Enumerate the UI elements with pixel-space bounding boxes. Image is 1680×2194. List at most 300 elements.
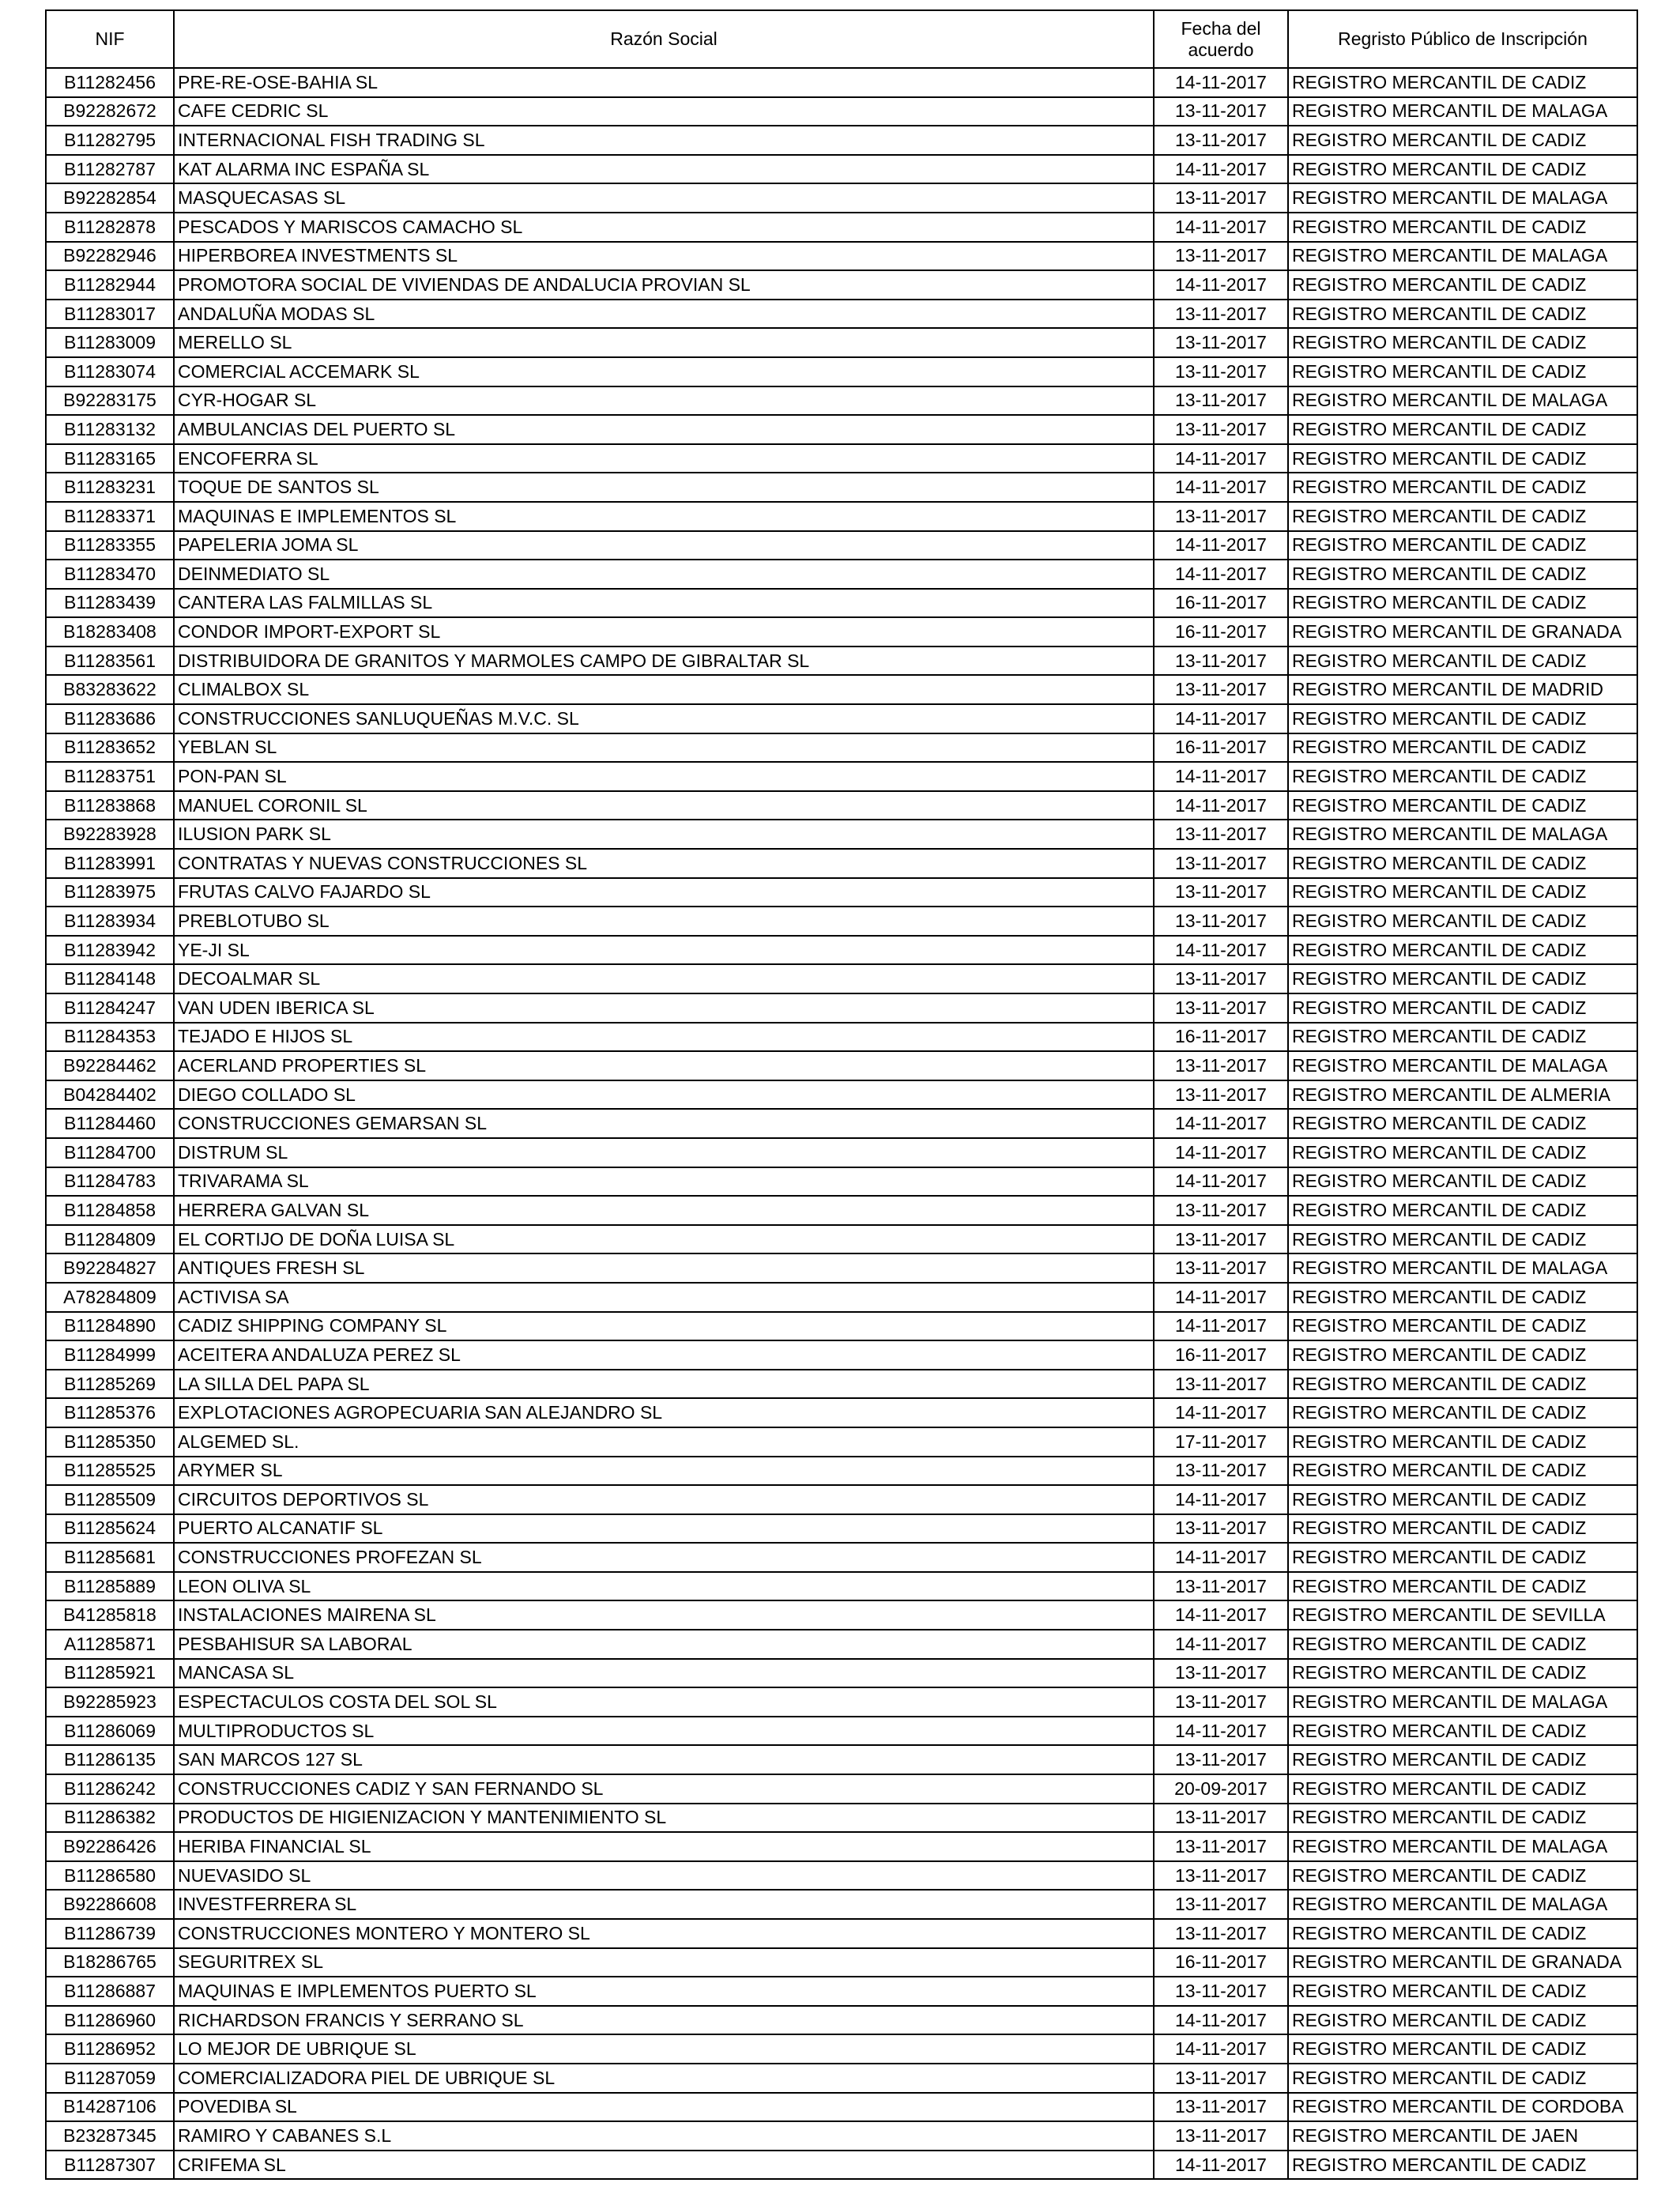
cell-razon-social: CYR-HOGAR SL — [174, 386, 1154, 416]
table-row — [46, 97, 1637, 126]
cell-registro: REGISTRO MERCANTIL DE MALAGA — [1288, 386, 1637, 416]
cell-razon-social: ARYMER SL — [174, 1457, 1154, 1486]
cell-registro: REGISTRO MERCANTIL DE CADIZ — [1288, 1861, 1637, 1891]
cell-razon-social: CONTRATAS Y NUEVAS CONSTRUCCIONES SL — [174, 849, 1154, 878]
table-row — [46, 357, 1637, 386]
cell-razon-social: ACTIVISA SA — [174, 1283, 1154, 1312]
cell-fecha: 14-11-2017 — [1154, 1600, 1288, 1630]
cell-nif: B14287106 — [46, 2093, 174, 2122]
cell-registro: REGISTRO MERCANTIL DE CADIZ — [1288, 2064, 1637, 2093]
cell-nif: B11283991 — [46, 849, 174, 878]
table-row — [46, 878, 1637, 907]
cell-registro: REGISTRO MERCANTIL DE CADIZ — [1288, 1109, 1637, 1138]
table-row — [46, 2093, 1637, 2122]
cell-fecha: 14-11-2017 — [1154, 1543, 1288, 1572]
cell-razon-social: PUERTO ALCANATIF SL — [174, 1514, 1154, 1544]
table-row — [46, 1051, 1637, 1080]
cell-nif: B92286608 — [46, 1890, 174, 1919]
cell-razon-social: DIEGO COLLADO SL — [174, 1080, 1154, 1110]
cell-nif: B18283408 — [46, 617, 174, 647]
table-row — [46, 2034, 1637, 2064]
cell-fecha: 13-11-2017 — [1154, 183, 1288, 213]
cell-nif: B11283934 — [46, 907, 174, 936]
table-row — [46, 270, 1637, 300]
cell-razon-social: PON-PAN SL — [174, 762, 1154, 791]
cell-razon-social: ESPECTACULOS COSTA DEL SOL SL — [174, 1687, 1154, 1717]
cell-fecha: 13-11-2017 — [1154, 2064, 1288, 2093]
cell-fecha: 13-11-2017 — [1154, 1514, 1288, 1544]
cell-razon-social: CANTERA LAS FALMILLAS SL — [174, 589, 1154, 618]
cell-nif: B11287307 — [46, 2151, 174, 2180]
table-row — [46, 1977, 1637, 2006]
table-row — [46, 2064, 1637, 2093]
cell-razon-social: DISTRUM SL — [174, 1138, 1154, 1167]
cell-nif: B11282795 — [46, 126, 174, 155]
header-registro: Regristo Público de Inscripción — [1288, 10, 1637, 68]
cell-registro: REGISTRO MERCANTIL DE CADIZ — [1288, 1167, 1637, 1197]
table-row — [46, 1687, 1637, 1717]
cell-nif: B11283132 — [46, 415, 174, 444]
cell-fecha: 13-11-2017 — [1154, 1919, 1288, 1948]
cell-fecha: 13-11-2017 — [1154, 1861, 1288, 1891]
cell-razon-social: FRUTAS CALVO FAJARDO SL — [174, 878, 1154, 907]
table-row — [46, 1514, 1637, 1544]
cell-razon-social: EXPLOTACIONES AGROPECUARIA SAN ALEJANDRO SL — [174, 1398, 1154, 1427]
cell-fecha: 14-11-2017 — [1154, 444, 1288, 473]
cell-razon-social: CONSTRUCCIONES GEMARSAN SL — [174, 1109, 1154, 1138]
cell-razon-social: MAQUINAS E IMPLEMENTOS PUERTO SL — [174, 1977, 1154, 2006]
cell-registro: REGISTRO MERCANTIL DE CADIZ — [1288, 1977, 1637, 2006]
cell-razon-social: CADIZ SHIPPING COMPANY SL — [174, 1312, 1154, 1341]
cell-registro: REGISTRO MERCANTIL DE CADIZ — [1288, 936, 1637, 965]
cell-registro: REGISTRO MERCANTIL DE CADIZ — [1288, 762, 1637, 791]
table-row — [46, 820, 1637, 849]
table-row — [46, 1138, 1637, 1167]
cell-fecha: 13-11-2017 — [1154, 502, 1288, 531]
cell-fecha: 13-11-2017 — [1154, 647, 1288, 676]
cell-nif: B11285269 — [46, 1370, 174, 1399]
table-row — [46, 849, 1637, 878]
cell-razon-social: ANDALUÑA MODAS SL — [174, 300, 1154, 329]
cell-nif: B11284858 — [46, 1196, 174, 1225]
cell-nif: B11284700 — [46, 1138, 174, 1167]
table-row — [46, 155, 1637, 184]
cell-razon-social: EL CORTIJO DE DOÑA LUISA SL — [174, 1225, 1154, 1254]
cell-fecha: 13-11-2017 — [1154, 1572, 1288, 1601]
table-row — [46, 762, 1637, 791]
table-row — [46, 1600, 1637, 1630]
table-row — [46, 617, 1637, 647]
cell-fecha: 14-11-2017 — [1154, 270, 1288, 300]
cell-razon-social: NUEVASIDO SL — [174, 1861, 1154, 1891]
table-row — [46, 675, 1637, 704]
cell-razon-social: MAQUINAS E IMPLEMENTOS SL — [174, 502, 1154, 531]
cell-razon-social: INVESTFERRERA SL — [174, 1890, 1154, 1919]
cell-razon-social: LA SILLA DEL PAPA SL — [174, 1370, 1154, 1399]
cell-nif: B11283868 — [46, 791, 174, 820]
header-row — [46, 10, 1637, 68]
cell-razon-social: HERIBA FINANCIAL SL — [174, 1832, 1154, 1861]
table-row — [46, 300, 1637, 329]
cell-nif: B11285921 — [46, 1659, 174, 1688]
cell-nif: B11286242 — [46, 1774, 174, 1804]
table-row — [46, 1630, 1637, 1659]
table-row — [46, 2151, 1637, 2180]
cell-registro: REGISTRO MERCANTIL DE CADIZ — [1288, 357, 1637, 386]
cell-nif: B11286952 — [46, 2034, 174, 2064]
cell-nif: B11283355 — [46, 531, 174, 560]
table-row — [46, 791, 1637, 820]
cell-registro: REGISTRO MERCANTIL DE CADIZ — [1288, 1023, 1637, 1052]
cell-nif: B11287059 — [46, 2064, 174, 2093]
cell-fecha: 13-11-2017 — [1154, 820, 1288, 849]
cell-nif: B92283928 — [46, 820, 174, 849]
cell-nif: B11283686 — [46, 704, 174, 733]
cell-fecha: 13-11-2017 — [1154, 964, 1288, 993]
cell-nif: B11283561 — [46, 647, 174, 676]
cell-nif: B92285923 — [46, 1687, 174, 1717]
table-row — [46, 1398, 1637, 1427]
cell-nif: B11284783 — [46, 1167, 174, 1197]
table-row — [46, 907, 1637, 936]
cell-registro: REGISTRO MERCANTIL DE CADIZ — [1288, 1919, 1637, 1948]
cell-registro: REGISTRO MERCANTIL DE MALAGA — [1288, 1051, 1637, 1080]
table-row — [46, 502, 1637, 531]
cell-fecha: 14-11-2017 — [1154, 531, 1288, 560]
cell-fecha: 13-11-2017 — [1154, 126, 1288, 155]
cell-registro: REGISTRO MERCANTIL DE CADIZ — [1288, 907, 1637, 936]
cell-fecha: 13-11-2017 — [1154, 849, 1288, 878]
cell-razon-social: DECOALMAR SL — [174, 964, 1154, 993]
cell-registro: REGISTRO MERCANTIL DE CADIZ — [1288, 964, 1637, 993]
cell-nif: B11285624 — [46, 1514, 174, 1544]
cell-fecha: 14-11-2017 — [1154, 704, 1288, 733]
cell-razon-social: LO MEJOR DE UBRIQUE SL — [174, 2034, 1154, 2064]
cell-registro: REGISTRO MERCANTIL DE CADIZ — [1288, 1630, 1637, 1659]
cell-registro: REGISTRO MERCANTIL DE CADIZ — [1288, 68, 1637, 97]
cell-razon-social: PREBLOTUBO SL — [174, 907, 1154, 936]
table-row — [46, 444, 1637, 473]
cell-razon-social: MULTIPRODUCTOS SL — [174, 1717, 1154, 1746]
table-row — [46, 647, 1637, 676]
table-row — [46, 531, 1637, 560]
cell-nif: B11282944 — [46, 270, 174, 300]
cell-razon-social: TOQUE DE SANTOS SL — [174, 473, 1154, 502]
cell-nif: B11284809 — [46, 1225, 174, 1254]
cell-fecha: 13-11-2017 — [1154, 415, 1288, 444]
cell-nif: B11282787 — [46, 155, 174, 184]
cell-fecha: 14-11-2017 — [1154, 936, 1288, 965]
cell-razon-social: MANUEL CORONIL SL — [174, 791, 1154, 820]
cell-razon-social: CONSTRUCCIONES CADIZ Y SAN FERNANDO SL — [174, 1774, 1154, 1804]
cell-nif: B11285889 — [46, 1572, 174, 1601]
cell-fecha: 13-11-2017 — [1154, 1370, 1288, 1399]
cell-nif: A78284809 — [46, 1283, 174, 1312]
table-row — [46, 1948, 1637, 1977]
cell-razon-social: CAFE CEDRIC SL — [174, 97, 1154, 126]
cell-nif: B11283165 — [46, 444, 174, 473]
table-row — [46, 1023, 1637, 1052]
cell-fecha: 13-11-2017 — [1154, 2093, 1288, 2122]
table-row — [46, 1804, 1637, 1833]
cell-registro: REGISTRO MERCANTIL DE CADIZ — [1288, 704, 1637, 733]
cell-registro: REGISTRO MERCANTIL DE MALAGA — [1288, 820, 1637, 849]
cell-razon-social: INTERNACIONAL FISH TRADING SL — [174, 126, 1154, 155]
cell-fecha: 13-11-2017 — [1154, 1659, 1288, 1688]
cell-nif: B11283017 — [46, 300, 174, 329]
table-row — [46, 2006, 1637, 2035]
table-row — [46, 1225, 1637, 1254]
cell-razon-social: YEBLAN SL — [174, 733, 1154, 763]
table-row — [46, 1312, 1637, 1341]
cell-nif: B11283652 — [46, 733, 174, 763]
cell-nif: B11282456 — [46, 68, 174, 97]
cell-fecha: 14-11-2017 — [1154, 1312, 1288, 1341]
cell-razon-social: ALGEMED SL. — [174, 1427, 1154, 1457]
table-row — [46, 1572, 1637, 1601]
cell-nif: B11282878 — [46, 213, 174, 242]
cell-fecha: 13-11-2017 — [1154, 878, 1288, 907]
cell-fecha: 14-11-2017 — [1154, 1167, 1288, 1197]
cell-razon-social: ILUSION PARK SL — [174, 820, 1154, 849]
cell-registro: REGISTRO MERCANTIL DE CADIZ — [1288, 444, 1637, 473]
cell-fecha: 13-11-2017 — [1154, 1457, 1288, 1486]
cell-fecha: 14-11-2017 — [1154, 791, 1288, 820]
cell-nif: B11283470 — [46, 560, 174, 589]
cell-registro: REGISTRO MERCANTIL DE CADIZ — [1288, 1717, 1637, 1746]
table-row — [46, 1167, 1637, 1197]
cell-fecha: 13-11-2017 — [1154, 1832, 1288, 1861]
table-header — [46, 10, 1637, 68]
cell-registro: REGISTRO MERCANTIL DE CADIZ — [1288, 589, 1637, 618]
cell-registro: REGISTRO MERCANTIL DE CADIZ — [1288, 1572, 1637, 1601]
cell-razon-social: ENCOFERRA SL — [174, 444, 1154, 473]
cell-nif: B11283371 — [46, 502, 174, 531]
cell-fecha: 14-11-2017 — [1154, 2006, 1288, 2035]
cell-nif: B11284148 — [46, 964, 174, 993]
table-row — [46, 386, 1637, 416]
cell-fecha: 16-11-2017 — [1154, 1023, 1288, 1052]
cell-razon-social: ANTIQUES FRESH SL — [174, 1253, 1154, 1283]
table-row — [46, 2121, 1637, 2151]
cell-fecha: 13-11-2017 — [1154, 1051, 1288, 1080]
table-row — [46, 473, 1637, 502]
cell-registro: REGISTRO MERCANTIL DE CADIZ — [1288, 1485, 1637, 1514]
cell-registro: REGISTRO MERCANTIL DE ALMERIA — [1288, 1080, 1637, 1110]
cell-registro: REGISTRO MERCANTIL DE MALAGA — [1288, 1253, 1637, 1283]
cell-registro: REGISTRO MERCANTIL DE CADIZ — [1288, 1659, 1637, 1688]
cell-registro: REGISTRO MERCANTIL DE MALAGA — [1288, 183, 1637, 213]
cell-registro: REGISTRO MERCANTIL DE CADIZ — [1288, 1340, 1637, 1370]
table-row — [46, 1774, 1637, 1804]
cell-registro: REGISTRO MERCANTIL DE CORDOBA — [1288, 2093, 1637, 2122]
cell-nif: B11286135 — [46, 1745, 174, 1774]
cell-fecha: 17-11-2017 — [1154, 1427, 1288, 1457]
cell-fecha: 16-11-2017 — [1154, 1948, 1288, 1977]
table-row — [46, 1340, 1637, 1370]
cell-nif: B18286765 — [46, 1948, 174, 1977]
table-row — [46, 328, 1637, 357]
cell-fecha: 14-11-2017 — [1154, 155, 1288, 184]
cell-nif: B83283622 — [46, 675, 174, 704]
cell-registro: REGISTRO MERCANTIL DE SEVILLA — [1288, 1600, 1637, 1630]
cell-registro: REGISTRO MERCANTIL DE CADIZ — [1288, 647, 1637, 676]
cell-fecha: 13-11-2017 — [1154, 1745, 1288, 1774]
cell-fecha: 13-11-2017 — [1154, 242, 1288, 271]
cell-registro: REGISTRO MERCANTIL DE CADIZ — [1288, 560, 1637, 589]
cell-registro: REGISTRO MERCANTIL DE CADIZ — [1288, 1804, 1637, 1833]
cell-nif: B92284827 — [46, 1253, 174, 1283]
cell-registro: REGISTRO MERCANTIL DE CADIZ — [1288, 1398, 1637, 1427]
cell-razon-social: ACEITERA ANDALUZA PEREZ SL — [174, 1340, 1154, 1370]
cell-razon-social: RICHARDSON FRANCIS Y SERRANO SL — [174, 2006, 1154, 2035]
cell-fecha: 13-11-2017 — [1154, 1804, 1288, 1833]
cell-nif: B11284999 — [46, 1340, 174, 1370]
cell-registro: REGISTRO MERCANTIL DE JAEN — [1288, 2121, 1637, 2151]
table-row — [46, 1485, 1637, 1514]
cell-registro: REGISTRO MERCANTIL DE CADIZ — [1288, 126, 1637, 155]
cell-nif: B11286960 — [46, 2006, 174, 2035]
cell-fecha: 13-11-2017 — [1154, 675, 1288, 704]
cell-fecha: 13-11-2017 — [1154, 993, 1288, 1023]
cell-registro: REGISTRO MERCANTIL DE CADIZ — [1288, 1774, 1637, 1804]
cell-fecha: 13-11-2017 — [1154, 1253, 1288, 1283]
cell-registro: REGISTRO MERCANTIL DE CADIZ — [1288, 2151, 1637, 2180]
cell-nif: B92282672 — [46, 97, 174, 126]
header-razon-social: Razón Social — [174, 10, 1154, 68]
cell-razon-social: DEINMEDIATO SL — [174, 560, 1154, 589]
cell-nif: B11286739 — [46, 1919, 174, 1948]
table-row — [46, 415, 1637, 444]
table-row — [46, 964, 1637, 993]
table-row — [46, 993, 1637, 1023]
cell-fecha: 16-11-2017 — [1154, 617, 1288, 647]
cell-razon-social: SEGURITREX SL — [174, 1948, 1154, 1977]
cell-fecha: 13-11-2017 — [1154, 328, 1288, 357]
cell-registro: REGISTRO MERCANTIL DE CADIZ — [1288, 531, 1637, 560]
cell-nif: B11284247 — [46, 993, 174, 1023]
cell-fecha: 13-11-2017 — [1154, 1977, 1288, 2006]
cell-registro: REGISTRO MERCANTIL DE GRANADA — [1288, 617, 1637, 647]
cell-nif: B92282854 — [46, 183, 174, 213]
cell-fecha: 13-11-2017 — [1154, 2121, 1288, 2151]
cell-razon-social: CONDOR IMPORT-EXPORT SL — [174, 617, 1154, 647]
cell-registro: REGISTRO MERCANTIL DE MALAGA — [1288, 1832, 1637, 1861]
table-row — [46, 1080, 1637, 1110]
table-row — [46, 183, 1637, 213]
cell-fecha: 13-11-2017 — [1154, 386, 1288, 416]
table-row — [46, 704, 1637, 733]
cell-nif: B11285525 — [46, 1457, 174, 1486]
cell-razon-social: COMERCIAL ACCEMARK SL — [174, 357, 1154, 386]
cell-razon-social: PESBAHISUR SA LABORAL — [174, 1630, 1154, 1659]
cell-razon-social: CONSTRUCCIONES SANLUQUEÑAS M.V.C. SL — [174, 704, 1154, 733]
cell-nif: B11285509 — [46, 1485, 174, 1514]
cell-registro: REGISTRO MERCANTIL DE MALAGA — [1288, 1687, 1637, 1717]
cell-registro: REGISTRO MERCANTIL DE CADIZ — [1288, 1457, 1637, 1486]
table-row — [46, 1457, 1637, 1486]
table-row — [46, 589, 1637, 618]
cell-fecha: 14-11-2017 — [1154, 560, 1288, 589]
cell-razon-social: DISTRIBUIDORA DE GRANITOS Y MARMOLES CAMPO DE GIBRALTAR SL — [174, 647, 1154, 676]
cell-razon-social: PRODUCTOS DE HIGIENIZACION Y MANTENIMIENTO SL — [174, 1804, 1154, 1833]
cell-registro: REGISTRO MERCANTIL DE CADIZ — [1288, 1427, 1637, 1457]
cell-nif: A11285871 — [46, 1630, 174, 1659]
cell-registro: REGISTRO MERCANTIL DE CADIZ — [1288, 300, 1637, 329]
table-row — [46, 1919, 1637, 1948]
cell-nif: B92283175 — [46, 386, 174, 416]
cell-nif: B23287345 — [46, 2121, 174, 2151]
cell-fecha: 14-11-2017 — [1154, 1283, 1288, 1312]
cell-razon-social: CONSTRUCCIONES PROFEZAN SL — [174, 1543, 1154, 1572]
cell-razon-social: VAN UDEN IBERICA SL — [174, 993, 1154, 1023]
cell-registro: REGISTRO MERCANTIL DE GRANADA — [1288, 1948, 1637, 1977]
cell-nif: B92282946 — [46, 242, 174, 271]
cell-fecha: 14-11-2017 — [1154, 1717, 1288, 1746]
cell-registro: REGISTRO MERCANTIL DE CADIZ — [1288, 849, 1637, 878]
header-fecha-line1: Fecha del — [1181, 17, 1261, 39]
cell-fecha: 16-11-2017 — [1154, 733, 1288, 763]
cell-registro: REGISTRO MERCANTIL DE MADRID — [1288, 675, 1637, 704]
cell-nif: B11283009 — [46, 328, 174, 357]
cell-fecha: 13-11-2017 — [1154, 1225, 1288, 1254]
cell-razon-social: PESCADOS Y MARISCOS CAMACHO SL — [174, 213, 1154, 242]
cell-nif: B11286382 — [46, 1804, 174, 1833]
cell-registro: REGISTRO MERCANTIL DE CADIZ — [1288, 1312, 1637, 1341]
cell-fecha: 16-11-2017 — [1154, 589, 1288, 618]
cell-registro: REGISTRO MERCANTIL DE CADIZ — [1288, 993, 1637, 1023]
cell-registro: REGISTRO MERCANTIL DE CADIZ — [1288, 213, 1637, 242]
cell-razon-social: POVEDIBA SL — [174, 2093, 1154, 2122]
cell-nif: B41285818 — [46, 1600, 174, 1630]
cell-razon-social: PAPELERIA JOMA SL — [174, 531, 1154, 560]
table-row — [46, 1890, 1637, 1919]
cell-fecha: 13-11-2017 — [1154, 1080, 1288, 1110]
cell-fecha: 14-11-2017 — [1154, 68, 1288, 97]
cell-fecha: 14-11-2017 — [1154, 1109, 1288, 1138]
cell-fecha: 14-11-2017 — [1154, 1138, 1288, 1167]
table-row — [46, 1659, 1637, 1688]
table-row — [46, 1109, 1637, 1138]
cell-nif: B11283975 — [46, 878, 174, 907]
table-body — [46, 68, 1637, 2179]
cell-registro: REGISTRO MERCANTIL DE CADIZ — [1288, 1745, 1637, 1774]
cell-fecha: 13-11-2017 — [1154, 1196, 1288, 1225]
cell-fecha: 13-11-2017 — [1154, 907, 1288, 936]
cell-registro: REGISTRO MERCANTIL DE CADIZ — [1288, 2034, 1637, 2064]
cell-nif: B92284462 — [46, 1051, 174, 1080]
cell-nif: B11285376 — [46, 1398, 174, 1427]
cell-nif: B92286426 — [46, 1832, 174, 1861]
cell-fecha: 14-11-2017 — [1154, 473, 1288, 502]
table-row — [46, 1745, 1637, 1774]
cell-registro: REGISTRO MERCANTIL DE CADIZ — [1288, 1138, 1637, 1167]
cell-fecha: 16-11-2017 — [1154, 1340, 1288, 1370]
cell-fecha: 14-11-2017 — [1154, 1630, 1288, 1659]
table-row — [46, 68, 1637, 97]
cell-registro: REGISTRO MERCANTIL DE CADIZ — [1288, 328, 1637, 357]
cell-nif: B11285350 — [46, 1427, 174, 1457]
cell-razon-social: KAT ALARMA INC ESPAÑA SL — [174, 155, 1154, 184]
cell-registro: REGISTRO MERCANTIL DE CADIZ — [1288, 1543, 1637, 1572]
cell-razon-social: INSTALACIONES MAIRENA SL — [174, 1600, 1154, 1630]
cell-razon-social: TEJADO E HIJOS SL — [174, 1023, 1154, 1052]
cell-fecha: 14-11-2017 — [1154, 1485, 1288, 1514]
table-row — [46, 733, 1637, 763]
cell-razon-social: HIPERBOREA INVESTMENTS SL — [174, 242, 1154, 271]
cell-razon-social: COMERCIALIZADORA PIEL DE UBRIQUE SL — [174, 2064, 1154, 2093]
cell-registro: REGISTRO MERCANTIL DE CADIZ — [1288, 415, 1637, 444]
